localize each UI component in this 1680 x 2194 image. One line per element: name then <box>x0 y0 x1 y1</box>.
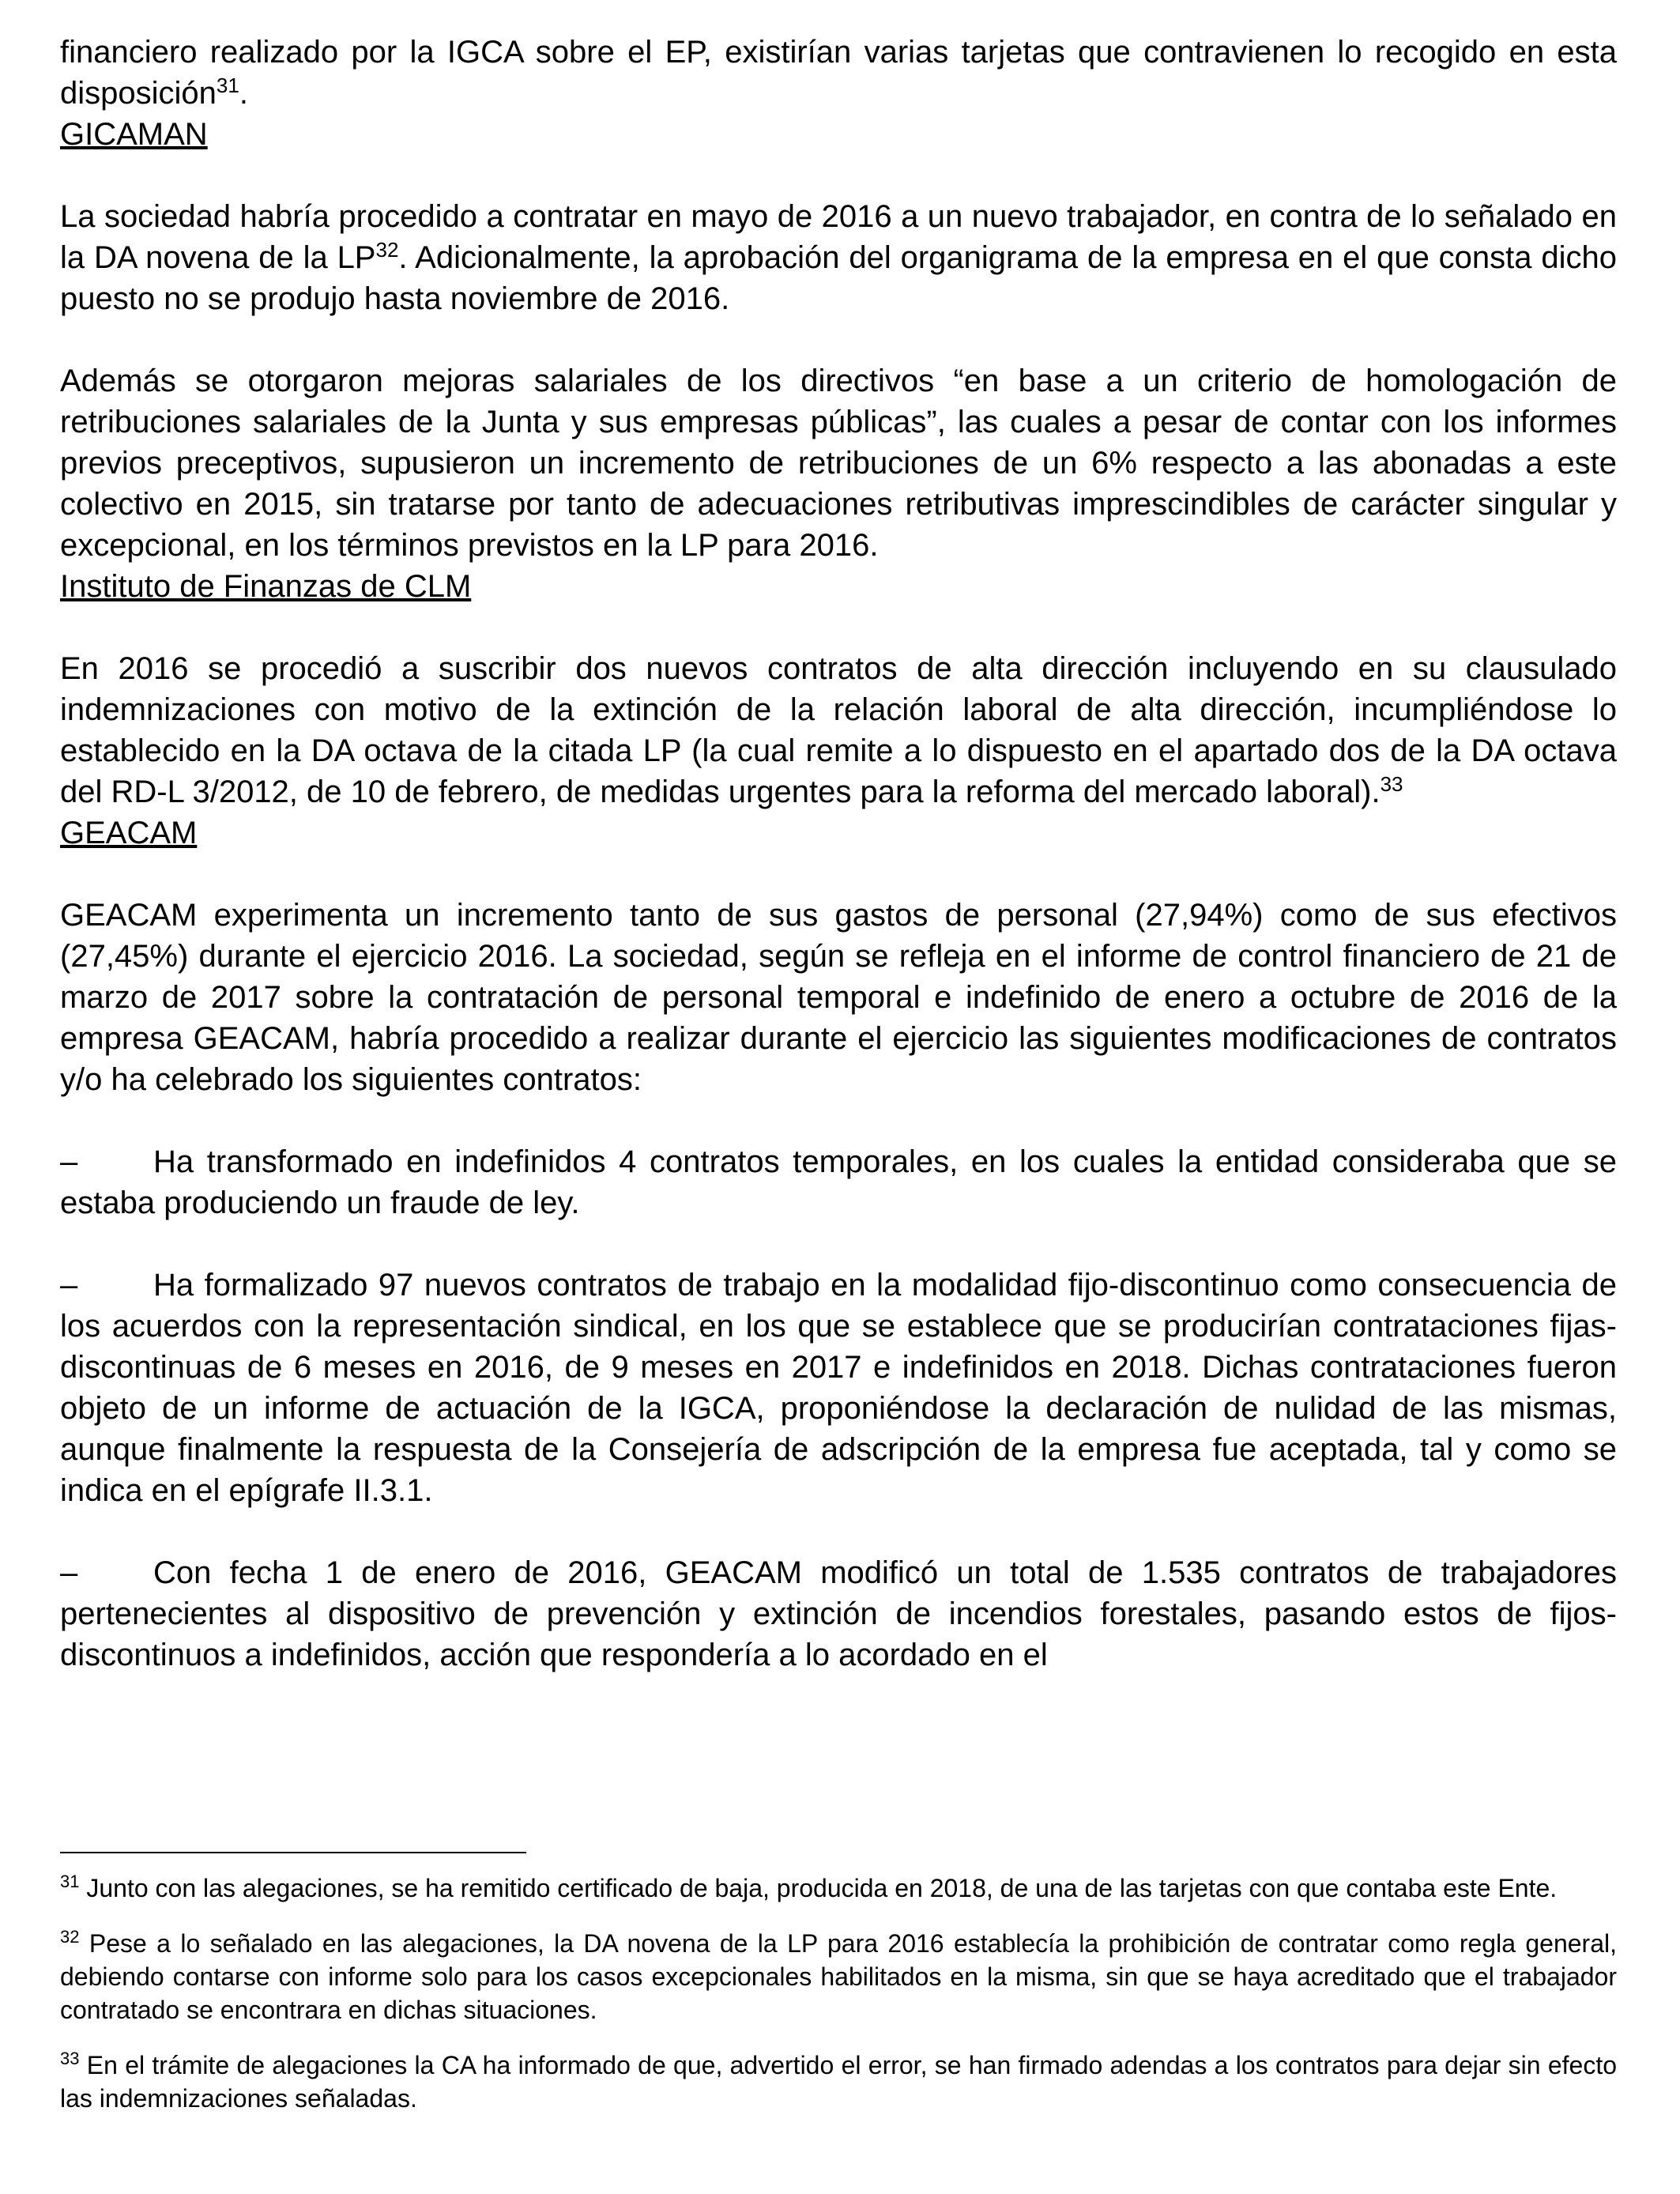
footnote-33: $^{33}$ En el trámite de alegaciones la CA ha informado de que, advertido el error, se han firmado adendas a los contratos para dejar sin efecto las indemnizaciones señaladas. <box>60 2049 1618 2113</box>
section-heading-instituto-finanzas: Instituto de Finanzas de CLM <box>60 569 472 604</box>
paragraph-geacam-intro: GEACAM experimenta un incremento tanto de sus gastos de personal (27,94%) como de sus efectivos (27,45%) durante el ejercicio 2016. La sociedad, según se refleja en el informe de control financiero de 21 de marzo de 2017 sobre la contratación de personal temporal e indefinido de enero a octubre de 2016 de la empresa GEACAM, habría procedido a realizar durante el ejercicio las siguientes modificaciones de contratos y/o ha celebrado los siguientes contratos: <box>60 898 1617 1097</box>
paragraph-gicaman-salaries: Además se otorgaron mejoras salariales de los directivos “en base a un criterio de homologación de retribuciones salariales de la Junta y sus empresas públicas”, las cuales a pesar de contar con los informes previos preceptivos, supusieron un incremento de retribuciones de un 6% respecto a las abonadas a este colectivo en 2015, sin tratarse por tanto de adecuaciones retributivas imprescindibles de carácter singular y excepcional, en los términos previstos en la LP para 2016. <box>60 364 1617 563</box>
footnote-separator <box>60 1852 526 1853</box>
section-heading-gicaman: GICAMAN <box>60 117 208 152</box>
paragraph-igca-continuation: financiero realizado por la IGCA sobre el EP, existirían varias tarjetas que contravienen lo recogido en esta disposición$^{31}$. <box>60 35 1617 111</box>
dash-bullet-icon: – <box>60 1268 78 1302</box>
footnote-32: $^{32}$ Pese a lo señalado en las alegaciones, la DA novena de la LP para 2016 establecía la prohibición de contratar como regla general, debiendo contarse con informe solo para los casos excepcionales habilitados en la misma, sin que se haya acreditado que el trabajador contratado se encontrara en dichas situaciones. <box>60 1927 1618 2024</box>
paragraph-gicaman-contract: La sociedad habría procedido a contratar en mayo de 2016 a un nuevo trabajador, en contra de lo señalado en la DA novena de la LP$^{32}$. Adicionalmente, la aprobación del organigrama de la empresa en el que consta dicho puesto no se produjo hasta noviembre de 2016. <box>60 199 1618 316</box>
dash-bullet-icon: – <box>60 1555 78 1590</box>
footnotes-section <box>60 1872 1617 2137</box>
footnote-31: $^{31}$ Junto con las alegaciones, se ha remitido certificado de baja, producida en 2018, de una de las tarjetas con que contaba este Ente. <box>60 1872 1558 1902</box>
footnote-ref-32[interactable]: 32 <box>375 238 399 262</box>
section-heading-geacam: GEACAM <box>60 816 198 850</box>
document-body <box>60 32 1617 1676</box>
footnote-ref-33[interactable]: 33 <box>1380 772 1403 796</box>
paragraph-instituto-contracts: En 2016 se procedió a suscribir dos nuevos contratos de alta dirección incluyendo en su clausulado indemnizaciones con motivo de la extinción de la relación laboral de alta dirección, incumpliéndose lo establecido en la DA octava de la citada LP (la cual remite a lo dispuesto en el apartado dos de la DA octava del RD-L 3/2012, de 10 de febrero, de medidas urgentes para la reforma del mercado laboral).$^{33}$ <box>60 651 1617 809</box>
footnote-ref-31[interactable]: 31 <box>216 74 239 97</box>
bullet-item: – Ha transformado en indefinidos 4 contratos temporales, en los cuales la entidad consideraba que se estaba produciendo un fraude de ley. <box>60 1141 1617 1223</box>
bullet-item: – Con fecha 1 de enero de 2016, GEACAM modificó un total de 1.535 contratos de trabajadores pertenecientes al dispositivo de prevención y extinción de incendios forestales, pasando estos de fijos-discontinuos a indefinidos, acción que respondería a lo acordado en el <box>60 1552 1617 1676</box>
dash-bullet-icon: – <box>60 1144 78 1179</box>
bullet-item: – Ha formalizado 97 nuevos contratos de trabajo en la modalidad fijo-discontinuo como consecuencia de los acuerdos con la representación sindical, en los que se establece que se producirían contrataciones fijas-discontinuas de 6 meses en 2016, de 9 meses en 2017 e indefinidos en 2018. Dichas contrataciones fueron objeto de un informe de actuación de la IGCA, proponiéndose la declaración de nulidad de las mismas, aunque finalmente la respuesta de la Consejería de adscripción de la empresa fue aceptada, tal y como se indica en el epígrafe II.3.1. <box>60 1265 1617 1511</box>
